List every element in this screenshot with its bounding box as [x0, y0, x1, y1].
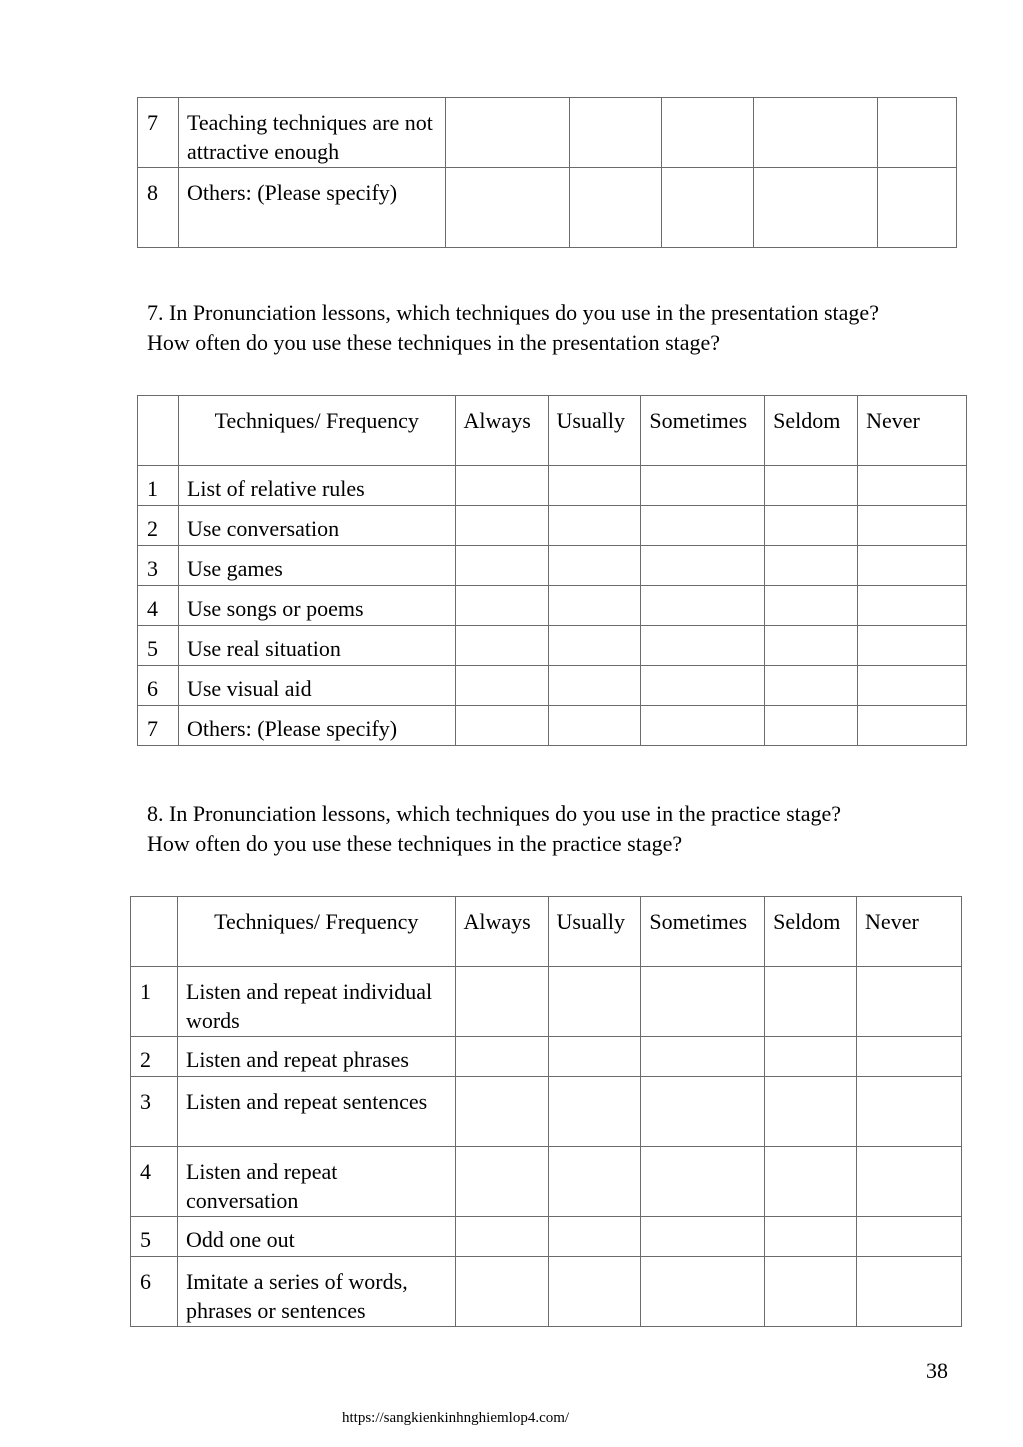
answer-cell[interactable] [765, 626, 858, 666]
header-usually: Usually [548, 897, 641, 967]
row-label: Use conversation [178, 506, 455, 546]
header-never: Never [858, 396, 967, 466]
row-number: 4 [138, 586, 179, 626]
answer-cell[interactable] [641, 1217, 765, 1257]
header-seldom: Seldom [765, 396, 858, 466]
table-row [138, 506, 967, 546]
answer-cell[interactable] [641, 466, 765, 506]
row-number: 8 [138, 168, 179, 248]
answer-cell[interactable] [765, 967, 857, 1037]
answer-cell[interactable] [878, 168, 957, 248]
table-header-row [131, 897, 962, 967]
row-label: Use visual aid [178, 666, 455, 706]
table-row [131, 1037, 962, 1077]
answer-cell[interactable] [878, 98, 957, 168]
answer-cell[interactable] [641, 967, 765, 1037]
answer-cell[interactable] [548, 506, 641, 546]
answer-cell[interactable] [858, 586, 967, 626]
answer-cell[interactable] [548, 706, 641, 746]
answer-cell[interactable] [548, 1257, 641, 1327]
answer-cell[interactable] [641, 1147, 765, 1217]
row-number: 6 [131, 1257, 178, 1327]
answer-cell[interactable] [548, 466, 641, 506]
header-techniques: Techniques/ Frequency [177, 897, 455, 967]
table-row [138, 626, 967, 666]
answer-cell[interactable] [641, 1037, 765, 1077]
table-row [138, 546, 967, 586]
practice-techniques-table [130, 896, 962, 1327]
answer-cell[interactable] [445, 98, 569, 168]
row-label: Others: (Please specify) [178, 168, 445, 248]
header-seldom: Seldom [765, 897, 857, 967]
answer-cell[interactable] [455, 967, 548, 1037]
answer-cell[interactable] [455, 706, 548, 746]
answer-cell[interactable] [858, 626, 967, 666]
table-row [131, 1077, 962, 1147]
row-number: 4 [131, 1147, 178, 1217]
row-number: 1 [131, 967, 178, 1037]
row-label: Use games [178, 546, 455, 586]
answer-cell[interactable] [455, 1147, 548, 1217]
question-8-line-2: How often do you use these techniques in the practice stage? [147, 831, 683, 856]
row-label: Use real situation [178, 626, 455, 666]
row-number: 7 [138, 706, 179, 746]
answer-cell[interactable] [548, 546, 641, 586]
answer-cell[interactable] [455, 1217, 548, 1257]
answer-cell[interactable] [641, 506, 765, 546]
answer-cell[interactable] [455, 506, 548, 546]
table-row [138, 586, 967, 626]
row-label: Teaching techniques are not attractive enough [178, 98, 445, 168]
answer-cell[interactable] [765, 706, 858, 746]
footer-url: https://sangkienkinhnghiemlop4.com/ [342, 1410, 570, 1426]
answer-cell[interactable] [641, 1257, 765, 1327]
table-row [138, 706, 967, 746]
answer-cell[interactable] [857, 1147, 962, 1217]
row-label: Listen and repeat sentences [177, 1077, 455, 1147]
header-techniques: Techniques/ Frequency [178, 396, 455, 466]
answer-cell[interactable] [765, 1077, 857, 1147]
answer-cell[interactable] [641, 666, 765, 706]
answer-cell[interactable] [765, 1037, 857, 1077]
header-always: Always [455, 396, 548, 466]
table-row [138, 666, 967, 706]
answer-cell[interactable] [455, 586, 548, 626]
answer-cell[interactable] [765, 466, 858, 506]
answer-cell[interactable] [548, 967, 641, 1037]
answer-cell[interactable] [857, 1037, 962, 1077]
answer-cell[interactable] [569, 168, 662, 248]
answer-cell[interactable] [548, 1147, 641, 1217]
row-number: 1 [138, 466, 179, 506]
table-row [131, 1147, 962, 1217]
answer-cell[interactable] [765, 546, 858, 586]
answer-cell[interactable] [765, 666, 858, 706]
answer-cell[interactable] [641, 626, 765, 666]
row-label: Listen and repeat conversation [177, 1147, 455, 1217]
answer-cell[interactable] [548, 666, 641, 706]
answer-cell[interactable] [455, 546, 548, 586]
header-sometimes: Sometimes [641, 396, 765, 466]
presentation-techniques-table [137, 395, 967, 746]
table-row [131, 1217, 962, 1257]
row-label: Others: (Please specify) [178, 706, 455, 746]
answer-cell[interactable] [765, 506, 858, 546]
answer-cell[interactable] [569, 98, 662, 168]
header-usually: Usually [548, 396, 641, 466]
answer-cell[interactable] [858, 506, 967, 546]
question-8-line-1: 8. In Pronunciation lessons, which techniques do you use in the practice stage? [147, 801, 842, 826]
answer-cell[interactable] [548, 1037, 641, 1077]
row-label: Listen and repeat individual words [177, 967, 455, 1037]
row-label: Imitate a series of words, phrases or sentences [177, 1257, 455, 1327]
row-label: List of relative rules [178, 466, 455, 506]
answer-cell[interactable] [455, 1077, 548, 1147]
answer-cell[interactable] [765, 586, 858, 626]
answer-cell[interactable] [641, 706, 765, 746]
answer-cell[interactable] [641, 546, 765, 586]
header-always: Always [455, 897, 548, 967]
table-row [138, 98, 957, 168]
answer-cell[interactable] [754, 168, 878, 248]
table-row [131, 1257, 962, 1327]
table-row [138, 168, 957, 248]
answer-cell[interactable] [858, 546, 967, 586]
answer-cell[interactable] [455, 1037, 548, 1077]
row-number: 3 [138, 546, 179, 586]
row-number: 7 [138, 98, 179, 168]
table-row [131, 967, 962, 1037]
answer-cell[interactable] [445, 168, 569, 248]
row-number: 2 [131, 1037, 178, 1077]
row-number: 3 [131, 1077, 178, 1147]
answer-cell[interactable] [455, 466, 548, 506]
answer-cell[interactable] [662, 168, 754, 248]
row-number: 2 [138, 506, 179, 546]
answer-cell[interactable] [548, 586, 641, 626]
answer-cell[interactable] [641, 586, 765, 626]
header-sometimes: Sometimes [641, 897, 765, 967]
survey-table-continued [137, 97, 957, 248]
header-never: Never [857, 897, 962, 967]
answer-cell[interactable] [857, 967, 962, 1037]
answer-cell[interactable] [662, 98, 754, 168]
row-number: 6 [138, 666, 179, 706]
answer-cell[interactable] [857, 1217, 962, 1257]
answer-cell[interactable] [641, 1077, 765, 1147]
table-header-row [138, 396, 967, 466]
row-label: Listen and repeat phrases [177, 1037, 455, 1077]
answer-cell[interactable] [765, 1147, 857, 1217]
answer-cell[interactable] [858, 466, 967, 506]
answer-cell[interactable] [765, 1257, 857, 1327]
answer-cell[interactable] [857, 1257, 962, 1327]
answer-cell[interactable] [754, 98, 878, 168]
question-7-line-1: 7. In Pronunciation lessons, which techniques do you use in the presentation stage? [147, 300, 879, 325]
answer-cell[interactable] [858, 666, 967, 706]
answer-cell[interactable] [548, 626, 641, 666]
answer-cell[interactable] [857, 1077, 962, 1147]
answer-cell[interactable] [548, 1217, 641, 1257]
answer-cell[interactable] [858, 706, 967, 746]
row-number: 5 [138, 626, 179, 666]
answer-cell[interactable] [765, 1217, 857, 1257]
row-number: 5 [131, 1217, 178, 1257]
answer-cell[interactable] [455, 626, 548, 666]
header-empty [138, 396, 179, 466]
row-label: Use songs or poems [178, 586, 455, 626]
row-label: Odd one out [177, 1217, 455, 1257]
answer-cell[interactable] [455, 1257, 548, 1327]
answer-cell[interactable] [548, 1077, 641, 1147]
page-number: 38 [926, 1358, 948, 1383]
question-7-line-2: How often do you use these techniques in the presentation stage? [147, 330, 721, 355]
answer-cell[interactable] [455, 666, 548, 706]
header-empty [131, 897, 178, 967]
table-row [138, 466, 967, 506]
